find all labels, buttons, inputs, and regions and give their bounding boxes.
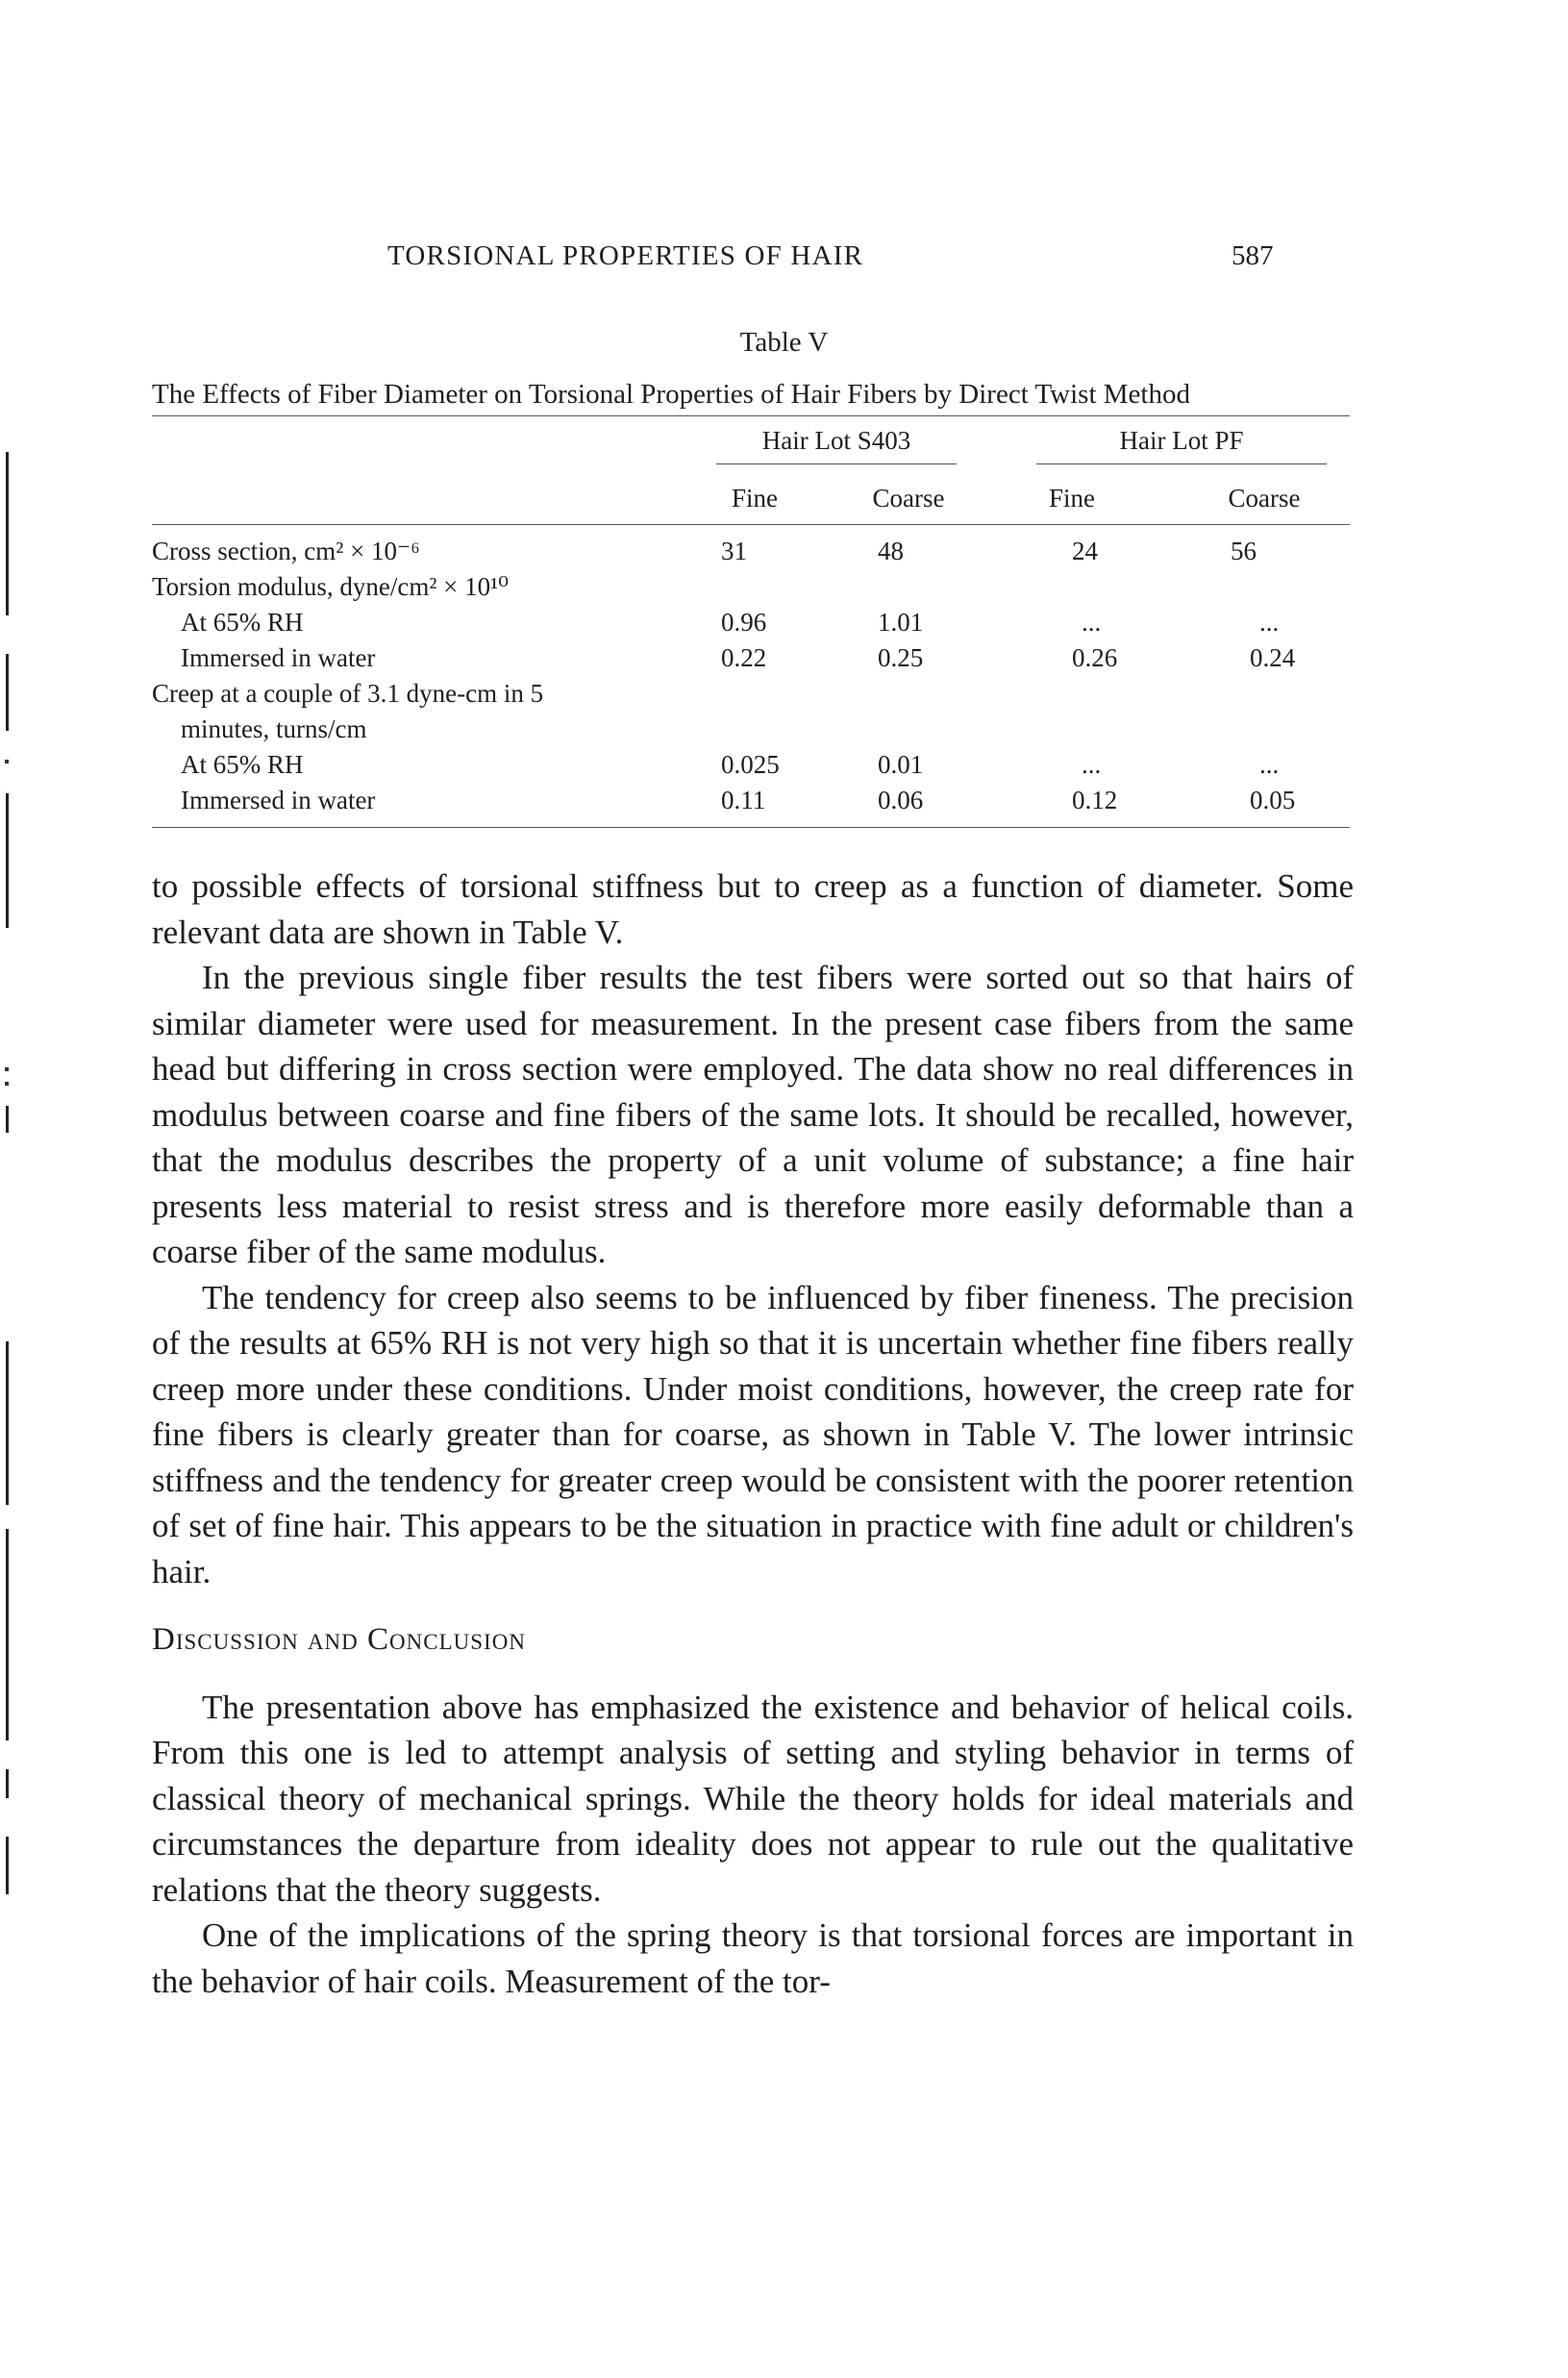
scan-dot — [5, 1082, 9, 1086]
row-label: Immersed in water — [181, 643, 376, 672]
scan-mark — [6, 793, 9, 928]
group-header-s403: Hair Lot S403 — [761, 426, 911, 455]
table-cell: 0.01 — [878, 750, 924, 779]
scan-mark — [6, 654, 9, 731]
table-cell: ... — [1082, 750, 1102, 779]
table-cell: 0.96 — [721, 608, 767, 637]
scan-mark — [6, 1341, 9, 1505]
scan-mark — [6, 1769, 9, 1798]
scan-mark — [6, 1106, 9, 1133]
column-header-fine: Fine — [731, 484, 778, 513]
body-text — [152, 864, 1354, 2004]
row-label: minutes, turns/cm — [181, 714, 367, 743]
table-cell: ... — [1082, 608, 1102, 637]
table-cell: 0.12 — [1072, 786, 1118, 814]
row-label: Immersed in water — [181, 786, 376, 814]
running-title: TORSIONAL PROPERTIES OF HAIR — [387, 240, 864, 271]
table-cell: 31 — [721, 537, 747, 565]
column-header-coarse: Coarse — [872, 484, 945, 513]
table-title: Table V — [739, 327, 829, 358]
table-cell: 0.26 — [1072, 643, 1118, 672]
scan-mark — [6, 1529, 9, 1740]
table-bottom-rule — [152, 827, 1350, 828]
paragraph: In the previous single fiber results the test fibers were sorted out so that hairs of similar diameter were used for measurement. In the present case fibers from the same head but differing in cross section were employed. The data show no real differences in modulus between coarse and fine fibers of the same lots. It should be recalled, however, that the modulus describes the property of a unit volume of substance; a fine hair presents less material to resist stress and is therefore more easily deformable than a coarse fiber of the same modulus. — [152, 959, 1354, 1270]
scan-mark — [6, 1837, 9, 1894]
table-cell: 0.25 — [878, 643, 924, 672]
table-cell: ... — [1259, 750, 1280, 779]
row-label: Creep at a couple of 3.1 dyne-cm in 5 — [152, 679, 544, 708]
row-label: At 65% RH — [181, 750, 304, 779]
table-cell: 0.11 — [721, 786, 766, 814]
table-cell: 0.025 — [721, 750, 780, 779]
group-rule-s403 — [716, 463, 957, 464]
row-label: Torsion modulus, dyne/cm² × 10¹⁰ — [152, 572, 510, 601]
paragraph: to possible effects of torsional stiffness but to creep as a function of diameter. Some relevant data are shown in Table V. — [152, 867, 1354, 951]
table-cell: 0.24 — [1250, 643, 1296, 672]
group-rule-pf — [1036, 463, 1327, 464]
table-cell: 0.22 — [721, 643, 767, 672]
page-number: 587 — [1232, 240, 1274, 271]
header-bottom-rule — [152, 524, 1350, 525]
table-cell: ... — [1259, 608, 1280, 637]
scan-mark — [6, 452, 9, 615]
section-heading: Discussion and Conclusion — [152, 1622, 526, 1657]
paragraph: The presentation above has emphasized the existence and behavior of helical coils. From this one is led to attempt analysis of setting and styling behavior in terms of classical theory of mechanical springs. While the theory holds for ideal materials and circumstances the departure from ideality does not appear to rule out the qualitative relations that the theory suggests. — [152, 1688, 1354, 1909]
column-header-fine: Fine — [1048, 484, 1095, 513]
table-cell: 0.05 — [1250, 786, 1296, 814]
paragraph: The tendency for creep also seems to be influenced by fiber fineness. The precision of the results at 65% RH is not very high so that it is uncertain whether fine fibers really creep more under these conditions. Under moist conditions, however, the creep rate for fine fibers is clearly greater than for coarse, as shown in Table V. The lower intrinsic stiffness and the tendency for greater creep would be consistent with the poorer retention of set of fine hair. This appears to be the situation in practice with fine adult or children's hair. — [152, 1278, 1354, 1590]
row-label: Cross section, cm² × 10⁻⁶ — [152, 537, 420, 565]
table-top-rule — [152, 415, 1350, 416]
group-header-pf: Hair Lot PF — [1119, 426, 1244, 455]
paragraph: One of the implications of the spring theory is that torsional forces are important in the behavior of hair coils. Measurement of the tor- — [152, 1916, 1354, 2000]
row-label: At 65% RH — [181, 608, 304, 637]
table-cell: 1.01 — [878, 608, 924, 637]
table-cell: 24 — [1072, 537, 1098, 565]
table-cell: 56 — [1231, 537, 1257, 565]
table-caption: The Effects of Fiber Diameter on Torsional Properties of Hair Fibers by Direct Twist Method — [152, 379, 1190, 410]
scan-dot — [5, 1067, 9, 1071]
table-cell: 48 — [878, 537, 904, 565]
table-cell: 0.06 — [878, 786, 924, 814]
scan-dot — [5, 760, 9, 763]
column-header-coarse: Coarse — [1228, 484, 1301, 513]
